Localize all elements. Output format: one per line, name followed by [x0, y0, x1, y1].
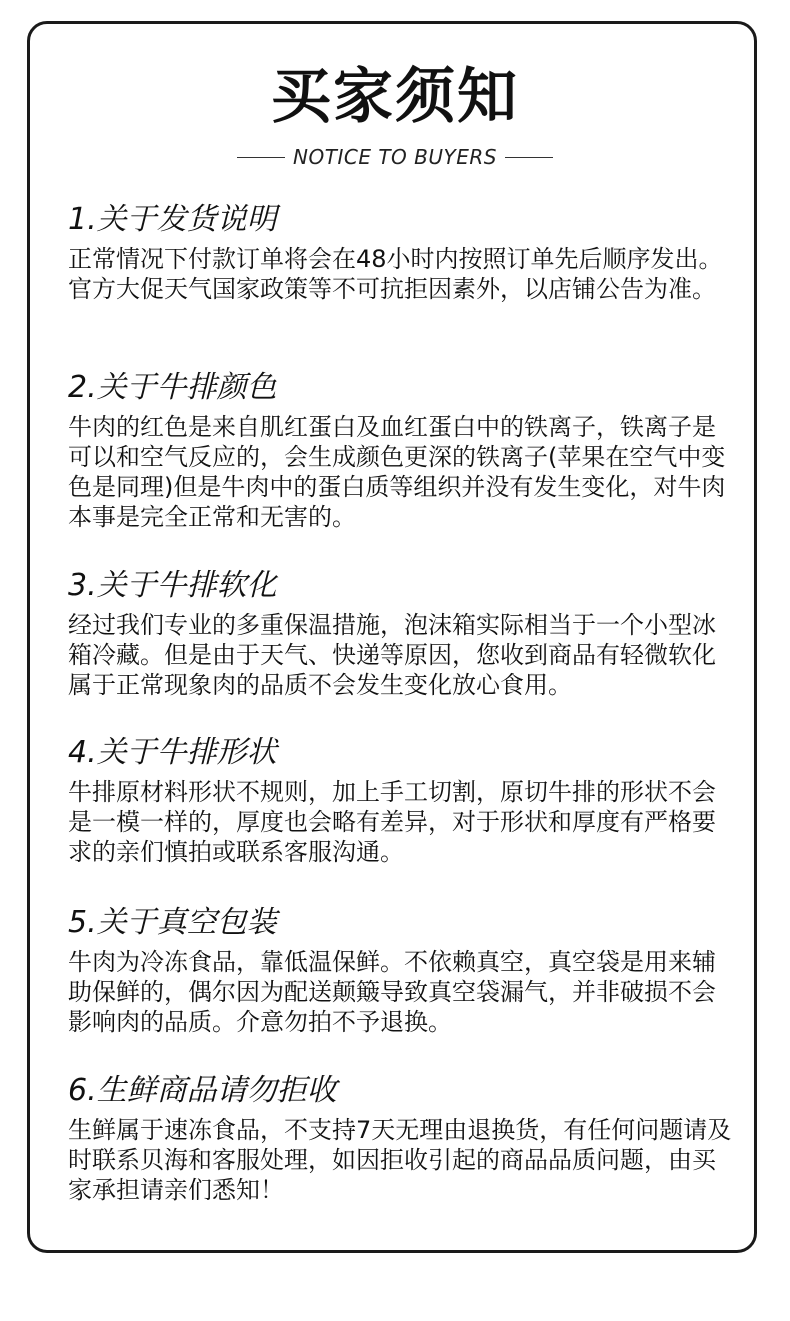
section-heading: 6.生鲜商品请勿拒收	[68, 1073, 337, 1108]
notice-section-vacuum-packaging	[68, 903, 738, 1037]
subtitle-row	[0, 143, 790, 171]
section-heading: 2.关于牛排颜色	[68, 370, 277, 405]
section-body: 牛肉为冷冻食品，靠低温保鲜。不依赖真空，真空袋是用来辅助保鲜的，偶尔因为配送颠簸导致真空袋漏气，并非破损不会影响肉的品质。介意勿拍不予退换。	[68, 948, 716, 1036]
page-title: 买家须知	[271, 62, 519, 132]
notice-section-no-rejection	[68, 1071, 738, 1205]
section-body: 经过我们专业的多重保温措施，泡沫箱实际相当于一个小型冰箱冷藏。但是由于天气、快递等原因，您收到商品有轻微软化属于正常现象肉的品质不会发生变化放心食用。	[68, 611, 716, 699]
section-heading: 5.关于真空包装	[68, 905, 277, 940]
notice-section-steak-softening	[68, 566, 738, 700]
section-body: 生鲜属于速冻食品，不支持7天无理由退换货，有任何问题请及时联系贝海和客服处理，如因拒收引起的商品品质问题，由买家承担请亲们悉知！	[68, 1116, 732, 1204]
section-body: 正常情况下付款订单将会在48小时内按照订单先后顺序发出。官方大促天气国家政策等不可抗拒因素外，以店铺公告为准。	[68, 245, 723, 303]
notice-section-shipping	[68, 200, 738, 304]
section-heading: 1.关于发货说明	[68, 202, 277, 237]
notice-section-steak-color	[68, 368, 738, 532]
page-subtitle: NOTICE TO BUYERS	[293, 145, 497, 169]
section-heading: 4.关于牛排形状	[68, 735, 277, 770]
section-body: 牛排原材料形状不规则，加上手工切割，原切牛排的形状不会是一模一样的，厚度也会略有差异，对于形状和厚度有严格要求的亲们慎拍或联系客服沟通。	[68, 778, 716, 866]
section-body: 牛肉的红色是来自肌红蛋白及血红蛋白中的铁离子，铁离子是可以和空气反应的，会生成颜色更深的铁离子(苹果在空气中变色是同理)但是牛肉中的蛋白质等组织并没有发生变化，对牛肉本事是完全正常和无害的。	[68, 413, 726, 531]
right-divider-line	[505, 157, 553, 158]
left-divider-line	[237, 157, 285, 158]
notice-section-steak-shape	[68, 733, 738, 867]
section-heading: 3.关于牛排软化	[68, 568, 277, 603]
